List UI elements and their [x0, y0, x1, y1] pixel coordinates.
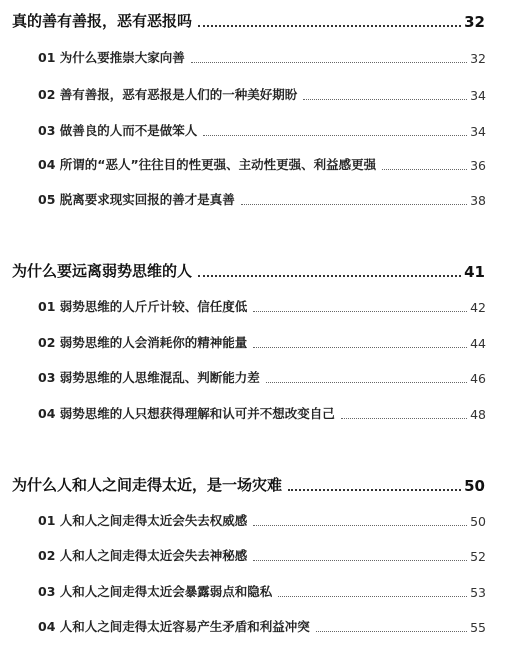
chapter-page-number: 32: [464, 13, 485, 31]
dot-leader: [241, 203, 467, 205]
entry-page-number: 42: [470, 300, 486, 315]
entry-title: 02 人和人之间走得太近会失去神秘感: [38, 548, 248, 563]
chapter-title: 为什么要远离弱势思维的人: [12, 262, 193, 280]
toc-entry[interactable]: [38, 582, 486, 600]
dot-leader: [341, 417, 467, 419]
entry-page-number: 36: [470, 158, 486, 173]
entry-title: 03 做善良的人而不是做笨人: [38, 123, 198, 138]
dot-leader: [198, 24, 461, 27]
toc-entry[interactable]: [38, 404, 486, 422]
chapter-title: 为什么人和人之间走得太近，是一场灾难: [12, 476, 283, 494]
toc-entry[interactable]: [38, 617, 486, 635]
entry-title: 03 弱势思维的人思维混乱、判断能力差: [38, 370, 260, 385]
entry-page-number: 38: [470, 193, 486, 208]
toc-entry[interactable]: [38, 155, 486, 173]
chapter-title: 真的善有善报，恶有恶报吗: [12, 12, 193, 30]
chapter-heading[interactable]: [12, 474, 485, 495]
dot-leader: [253, 310, 467, 312]
toc-entry[interactable]: [38, 333, 486, 351]
entry-page-number: 52: [470, 549, 486, 564]
entry-title: 04 弱势思维的人只想获得理解和认可并不想改变自己: [38, 406, 335, 421]
dot-leader: [266, 381, 467, 383]
entry-title: 05 脱离要求现实回报的善才是真善: [38, 192, 235, 207]
chapter-heading[interactable]: [12, 10, 485, 31]
entry-title: 02 善有善报，恶有恶报是人们的一种美好期盼: [38, 87, 298, 102]
dot-leader: [253, 346, 467, 348]
toc-entry[interactable]: [38, 546, 486, 564]
entry-page-number: 34: [470, 88, 486, 103]
dot-leader: [288, 488, 461, 491]
entry-page-number: 48: [470, 407, 486, 422]
entry-title: 01 人和人之间走得太近会失去权威感: [38, 513, 248, 528]
dot-leader: [382, 168, 467, 170]
toc-entry[interactable]: [38, 190, 486, 208]
entry-page-number: 55: [470, 620, 486, 635]
dot-leader: [278, 595, 467, 597]
toc-entry[interactable]: [38, 511, 486, 529]
toc-entry[interactable]: [38, 48, 486, 66]
entry-page-number: 53: [470, 585, 486, 600]
chapter-page-number: 41: [464, 263, 485, 281]
entry-page-number: 32: [470, 51, 486, 66]
dot-leader: [198, 274, 461, 277]
dot-leader: [316, 630, 467, 632]
toc-entry[interactable]: [38, 297, 486, 315]
entry-title: 01 弱势思维的人斤斤计较、信任度低: [38, 299, 248, 314]
entry-title: 04 所谓的“恶人”往往目的性更强、主动性更强、利益感更强: [38, 157, 377, 172]
entry-page-number: 34: [470, 124, 486, 139]
dot-leader: [191, 61, 467, 63]
entry-title: 03 人和人之间走得太近会暴露弱点和隐私: [38, 584, 273, 599]
entry-page-number: 44: [470, 336, 486, 351]
chapter-heading[interactable]: [12, 260, 485, 281]
entry-title: 04 人和人之间走得太近容易产生矛盾和利益冲突: [38, 619, 310, 634]
dot-leader: [203, 134, 467, 136]
entry-page-number: 50: [470, 514, 486, 529]
entry-page-number: 46: [470, 371, 486, 386]
chapter-page-number: 50: [464, 477, 485, 495]
toc-entry[interactable]: [38, 368, 486, 386]
entry-title: 01 为什么要推崇大家向善: [38, 50, 185, 65]
entry-title: 02 弱势思维的人会消耗你的精神能量: [38, 335, 248, 350]
toc-entry[interactable]: [38, 85, 486, 103]
dot-leader: [253, 559, 467, 561]
dot-leader: [303, 98, 467, 100]
toc-entry[interactable]: [38, 121, 486, 139]
dot-leader: [253, 524, 467, 526]
